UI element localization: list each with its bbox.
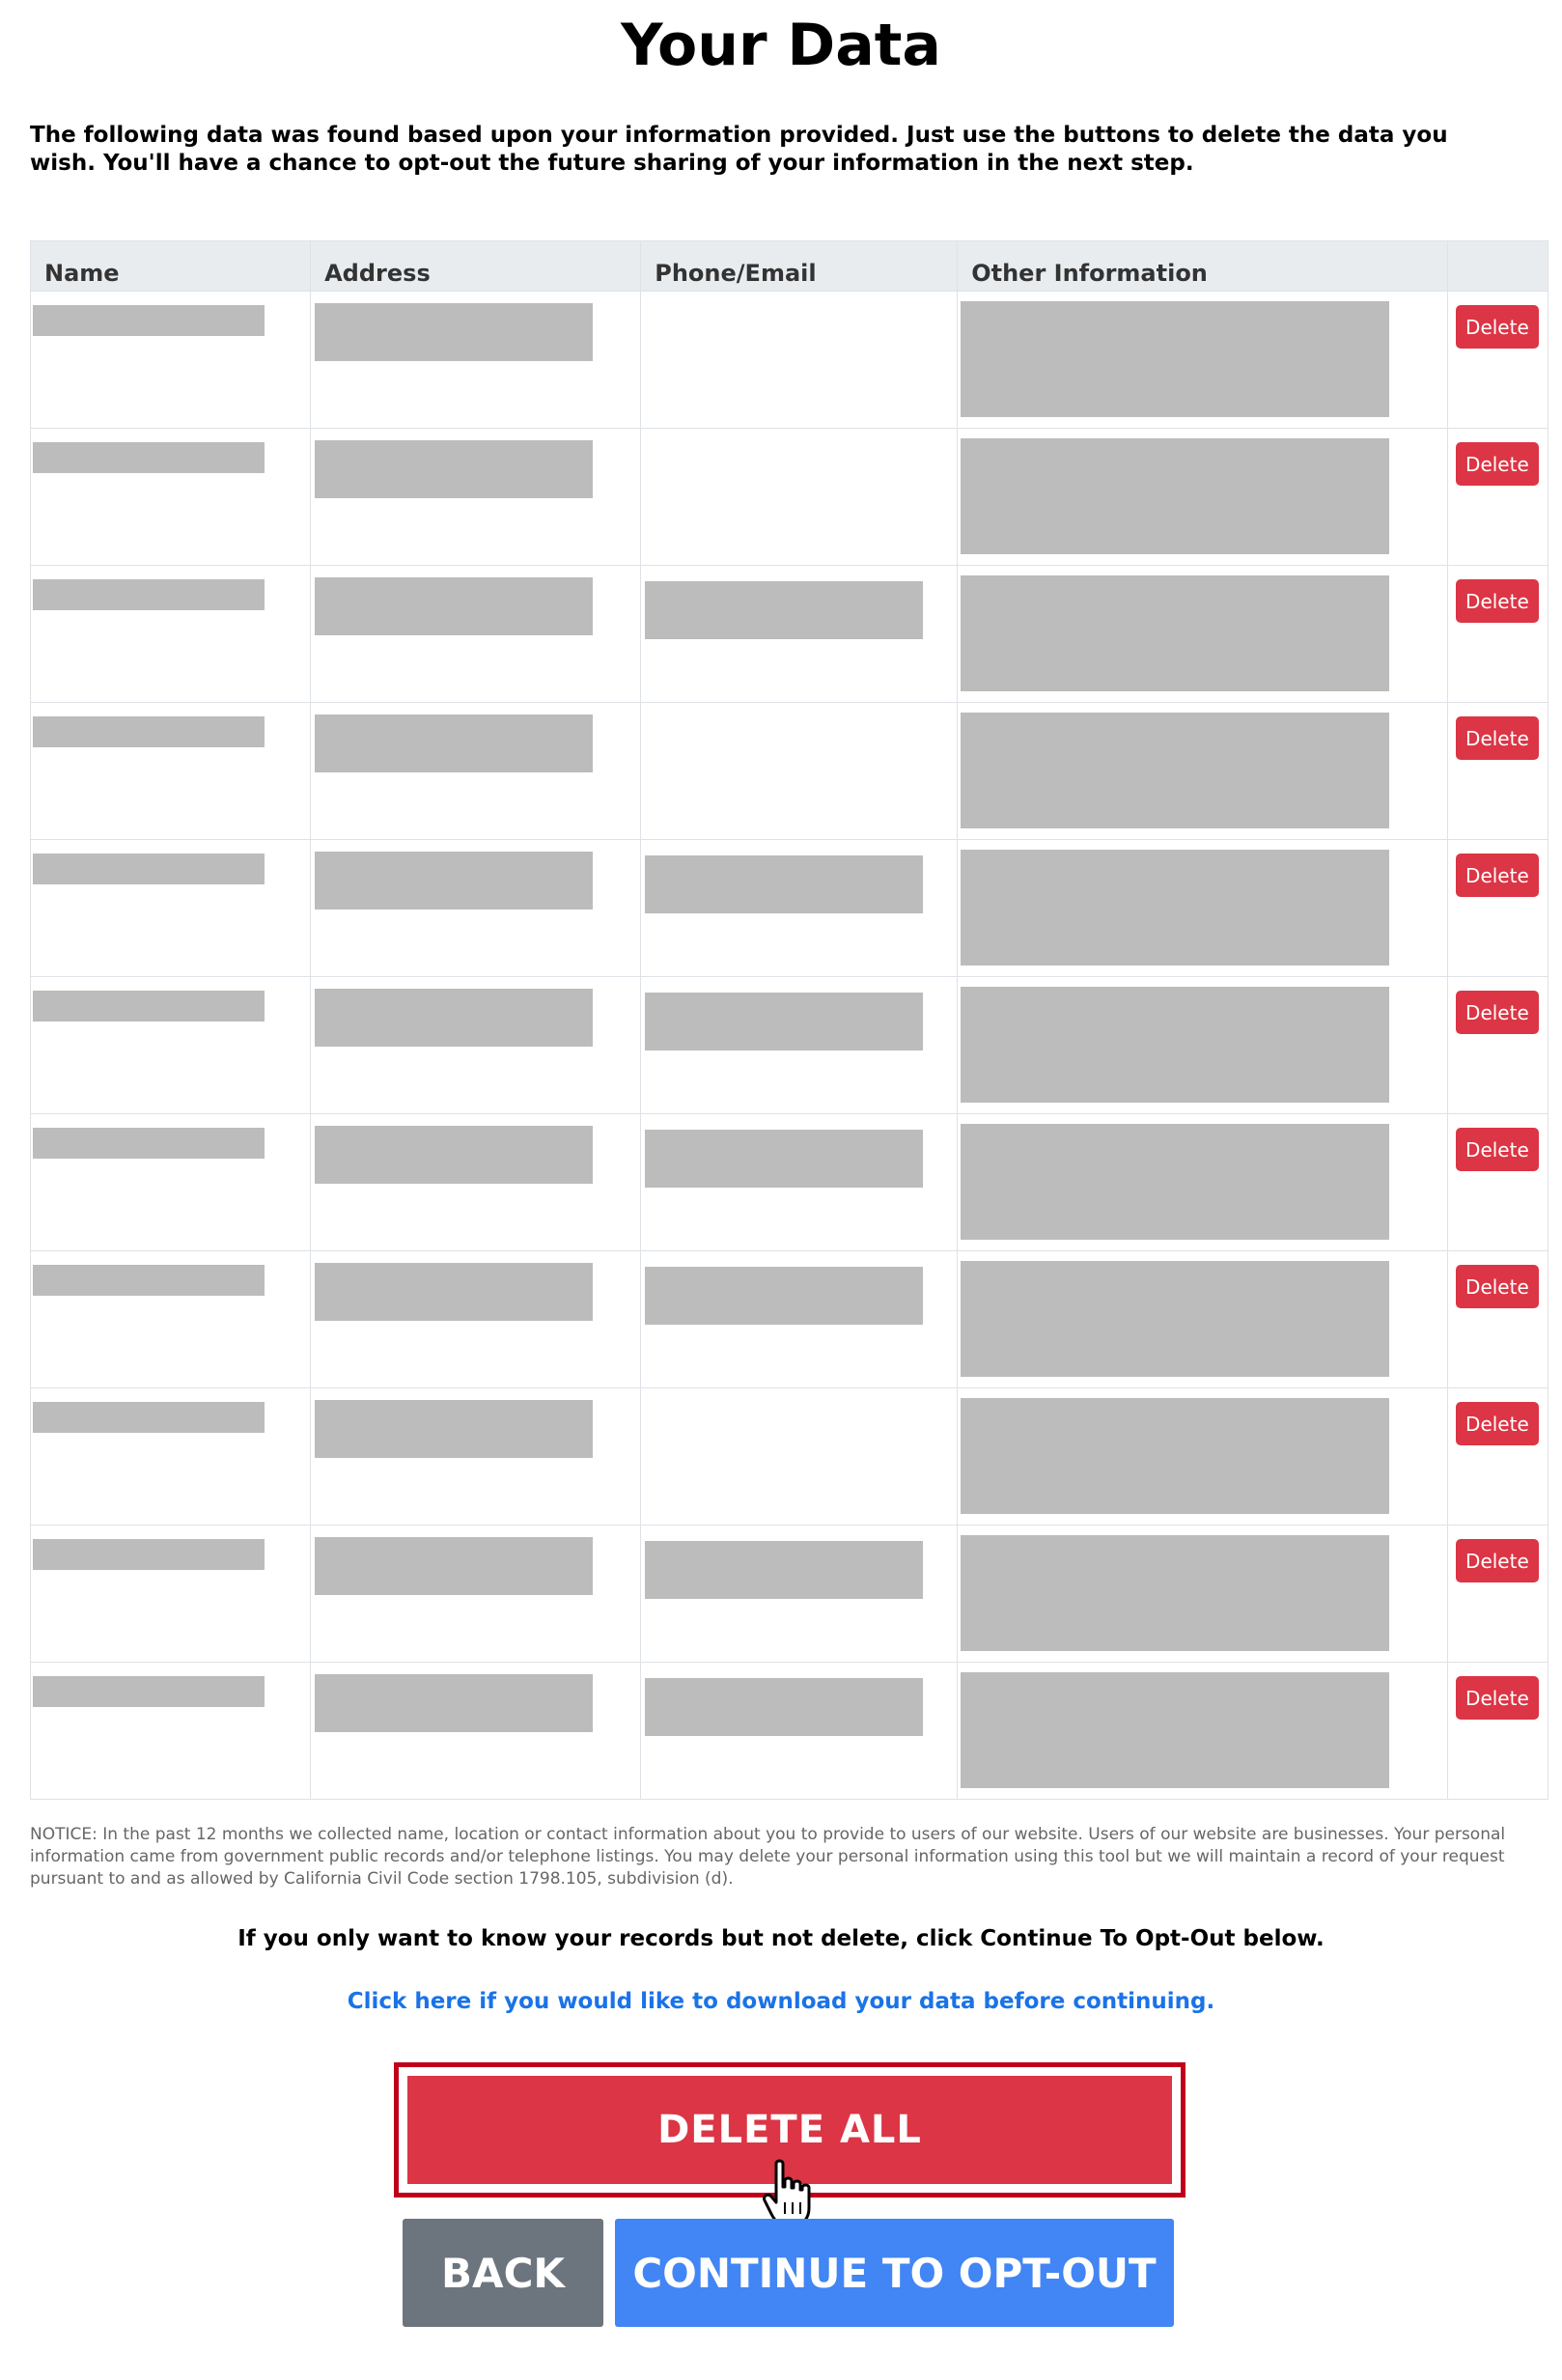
action-cell bbox=[1447, 703, 1548, 840]
know-records-text: If you only want to know your records but not delete, click Continue To Opt-Out below. bbox=[237, 1926, 1325, 1951]
redacted-phone-email bbox=[645, 1541, 923, 1599]
other-information-cell bbox=[958, 977, 1448, 1114]
redacted-name bbox=[33, 1265, 265, 1296]
phone-email-cell bbox=[641, 1251, 958, 1388]
other-information-cell bbox=[958, 429, 1448, 566]
delete-row-button[interactable]: Delete bbox=[1456, 1128, 1539, 1171]
download-data-link[interactable]: Click here if you would like to download your data before continuing. bbox=[347, 1989, 1215, 2014]
phone-email-cell bbox=[641, 1114, 958, 1251]
delete-row-button[interactable]: Delete bbox=[1456, 1265, 1539, 1308]
action-cell bbox=[1447, 292, 1548, 429]
delete-row-button[interactable]: Delete bbox=[1456, 1539, 1539, 1582]
redacted-phone-email bbox=[645, 1267, 923, 1325]
redacted-other-information bbox=[961, 1398, 1389, 1514]
page-title: Your Data bbox=[621, 12, 941, 79]
other-information-cell bbox=[958, 703, 1448, 840]
other-information-cell bbox=[958, 1388, 1448, 1526]
delete-row-button[interactable]: Delete bbox=[1456, 579, 1539, 623]
phone-email-cell bbox=[641, 1663, 958, 1800]
phone-email-cell bbox=[641, 840, 958, 977]
redacted-address bbox=[315, 1126, 593, 1184]
address-cell bbox=[311, 1251, 641, 1388]
name-cell bbox=[31, 703, 311, 840]
name-cell bbox=[31, 1388, 311, 1526]
redacted-other-information bbox=[961, 1672, 1389, 1788]
redacted-address bbox=[315, 1537, 593, 1595]
phone-email-cell bbox=[641, 1526, 958, 1663]
phone-email-cell bbox=[641, 566, 958, 703]
address-cell bbox=[311, 977, 641, 1114]
address-cell bbox=[311, 566, 641, 703]
table-row bbox=[31, 1388, 1548, 1526]
table-row bbox=[31, 703, 1548, 840]
name-cell bbox=[31, 566, 311, 703]
other-information-cell bbox=[958, 566, 1448, 703]
redacted-other-information bbox=[961, 438, 1389, 554]
delete-row-button[interactable]: Delete bbox=[1456, 305, 1539, 349]
name-cell bbox=[31, 429, 311, 566]
name-cell bbox=[31, 1251, 311, 1388]
table-row bbox=[31, 1526, 1548, 1663]
name-cell bbox=[31, 840, 311, 977]
header-other-information: Other Information bbox=[958, 241, 1448, 292]
phone-email-cell bbox=[641, 977, 958, 1114]
other-information-cell bbox=[958, 840, 1448, 977]
table-row bbox=[31, 1114, 1548, 1251]
redacted-name bbox=[33, 716, 265, 747]
table-row bbox=[31, 292, 1548, 429]
name-cell bbox=[31, 1526, 311, 1663]
redacted-address bbox=[315, 852, 593, 910]
redacted-name bbox=[33, 579, 265, 610]
header-actions bbox=[1447, 241, 1548, 292]
delete-row-button[interactable]: Delete bbox=[1456, 1676, 1539, 1720]
other-information-cell bbox=[958, 292, 1448, 429]
address-cell bbox=[311, 1114, 641, 1251]
redacted-other-information bbox=[961, 1124, 1389, 1240]
action-cell bbox=[1447, 977, 1548, 1114]
redacted-phone-email bbox=[645, 1130, 923, 1188]
name-cell bbox=[31, 977, 311, 1114]
delete-row-button[interactable]: Delete bbox=[1456, 854, 1539, 897]
phone-email-cell bbox=[641, 703, 958, 840]
action-cell bbox=[1447, 1526, 1548, 1663]
redacted-address bbox=[315, 1400, 593, 1458]
address-cell bbox=[311, 1526, 641, 1663]
action-cell bbox=[1447, 1114, 1548, 1251]
delete-all-button[interactable]: DELETE ALL bbox=[405, 2074, 1174, 2186]
header-phone-email: Phone/Email bbox=[641, 241, 958, 292]
address-cell bbox=[311, 1388, 641, 1526]
table-row bbox=[31, 429, 1548, 566]
redacted-other-information bbox=[961, 713, 1389, 828]
redacted-name bbox=[33, 991, 265, 1022]
delete-row-button[interactable]: Delete bbox=[1456, 716, 1539, 760]
redacted-address bbox=[315, 1674, 593, 1732]
action-cell bbox=[1447, 1663, 1548, 1800]
action-cell bbox=[1447, 1251, 1548, 1388]
redacted-name bbox=[33, 1676, 265, 1707]
name-cell bbox=[31, 292, 311, 429]
redacted-address bbox=[315, 714, 593, 772]
redacted-address bbox=[315, 989, 593, 1047]
address-cell bbox=[311, 292, 641, 429]
phone-email-cell bbox=[641, 429, 958, 566]
address-cell bbox=[311, 1663, 641, 1800]
back-button[interactable]: BACK bbox=[403, 2219, 603, 2327]
table-row bbox=[31, 840, 1548, 977]
redacted-address bbox=[315, 1263, 593, 1321]
delete-row-button[interactable]: Delete bbox=[1456, 1402, 1539, 1445]
delete-row-button[interactable]: Delete bbox=[1456, 442, 1539, 486]
action-cell bbox=[1447, 566, 1548, 703]
action-cell bbox=[1447, 429, 1548, 566]
other-information-cell bbox=[958, 1526, 1448, 1663]
redacted-name bbox=[33, 1128, 265, 1159]
redacted-phone-email bbox=[645, 581, 923, 639]
table-row bbox=[31, 1251, 1548, 1388]
redacted-name bbox=[33, 1539, 265, 1570]
other-information-cell bbox=[958, 1114, 1448, 1251]
name-cell bbox=[31, 1114, 311, 1251]
continue-to-opt-out-button[interactable]: CONTINUE TO OPT-OUT bbox=[615, 2219, 1174, 2327]
redacted-other-information bbox=[961, 575, 1389, 691]
address-cell bbox=[311, 840, 641, 977]
delete-row-button[interactable]: Delete bbox=[1456, 991, 1539, 1034]
redacted-other-information bbox=[961, 1261, 1389, 1377]
redacted-other-information bbox=[961, 1535, 1389, 1651]
address-cell bbox=[311, 703, 641, 840]
table-row bbox=[31, 1663, 1548, 1800]
redacted-address bbox=[315, 440, 593, 498]
intro-text: The following data was found based upon your information provided. Just use the buttons to delete the data you wish. You'll have a chance to opt-out the future sharing of your information in the next step. bbox=[30, 123, 1448, 176]
data-table bbox=[30, 240, 1548, 1800]
notice-text: NOTICE: In the past 12 months we collected name, location or contact information about you to provide to users of our website. Users of our website are businesses. Your personal information came from government public records and/or telephone listings. You may delete your personal information using this tool but we will maintain a record of your request pursuant to and as allowed by California Civil Code section 1798.105, subdivision (d). bbox=[30, 1825, 1506, 1889]
other-information-cell bbox=[958, 1251, 1448, 1388]
action-cell bbox=[1447, 1388, 1548, 1526]
table-body bbox=[31, 292, 1548, 1800]
redacted-address bbox=[315, 577, 593, 635]
redacted-phone-email bbox=[645, 855, 923, 913]
redacted-other-information bbox=[961, 301, 1389, 417]
redacted-other-information bbox=[961, 850, 1389, 966]
action-cell bbox=[1447, 840, 1548, 977]
table-row bbox=[31, 977, 1548, 1114]
redacted-name bbox=[33, 305, 265, 336]
table-header-row bbox=[31, 241, 1548, 292]
other-information-cell bbox=[958, 1663, 1448, 1800]
redacted-name bbox=[33, 1402, 265, 1433]
phone-email-cell bbox=[641, 1388, 958, 1526]
header-name: Name bbox=[31, 241, 311, 292]
redacted-name bbox=[33, 854, 265, 884]
table-row bbox=[31, 566, 1548, 703]
redacted-name bbox=[33, 442, 265, 473]
header-address: Address bbox=[311, 241, 641, 292]
redacted-address bbox=[315, 303, 593, 361]
redacted-other-information bbox=[961, 987, 1389, 1103]
name-cell bbox=[31, 1663, 311, 1800]
redacted-phone-email bbox=[645, 993, 923, 1050]
address-cell bbox=[311, 429, 641, 566]
redacted-phone-email bbox=[645, 1678, 923, 1736]
phone-email-cell bbox=[641, 292, 958, 429]
